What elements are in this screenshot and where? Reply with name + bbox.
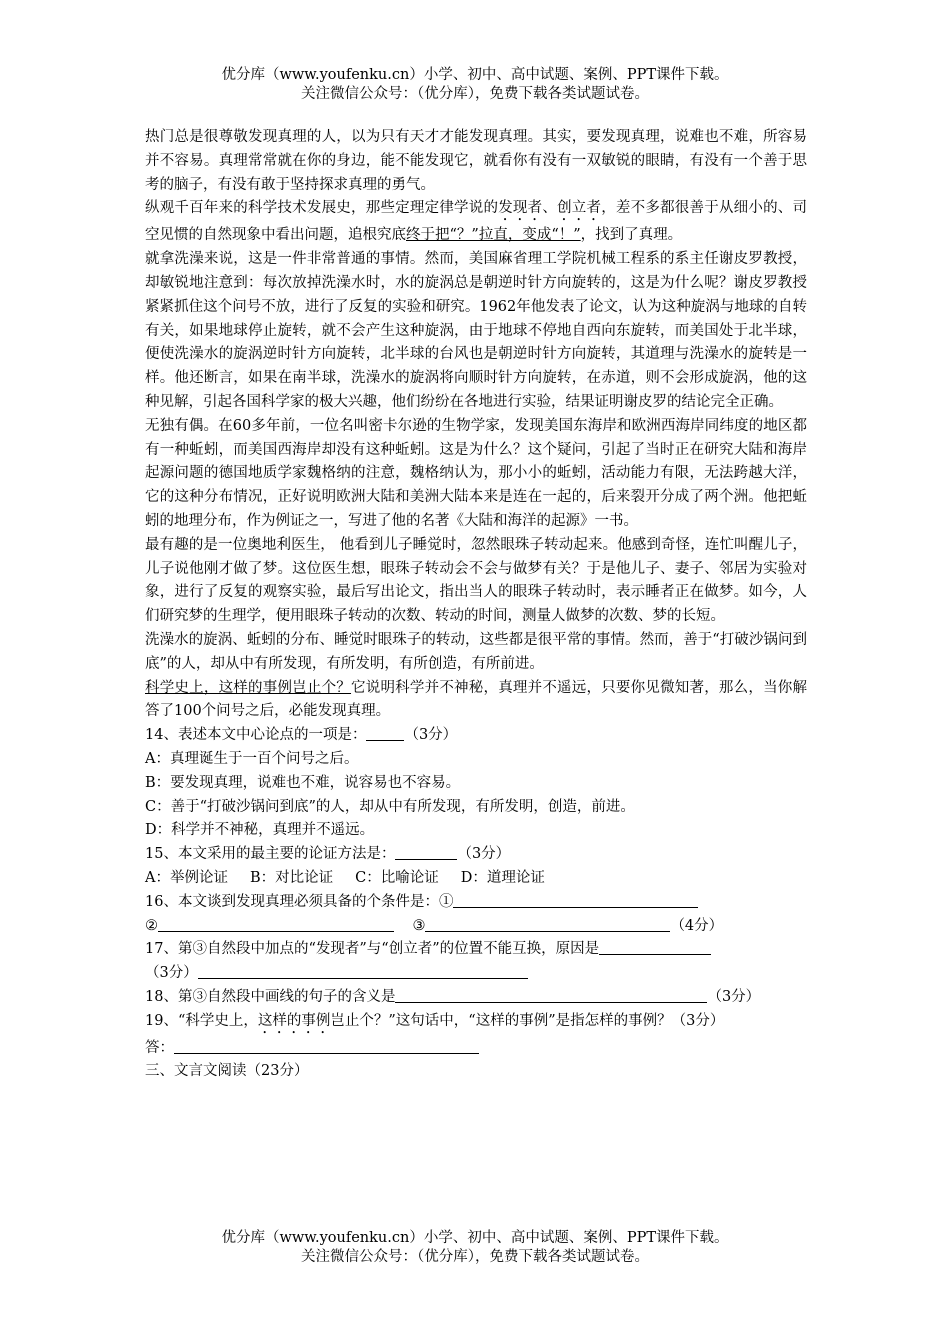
footer-line-2: 关注微信公众号：（优分库），免费下载各类试题试卷。 (301, 1249, 649, 1265)
header-line-1: 优分库（www.youfenku.cn）小学、初中、高中试题、案例、PPT课件下载。 (221, 67, 729, 83)
q15-answer-blank[interactable] (395, 844, 457, 860)
q15-score: （3分） (457, 846, 511, 863)
paragraph-2-part-c: ，差不多都很善于从细小的、司空见惯的自然现象中看出问题，追根究底 (145, 200, 808, 244)
question-18 (145, 986, 807, 1010)
dotted-word-founder: 创立者 (557, 200, 602, 217)
q16-mark-2: ② (145, 917, 158, 934)
q15-option-d: D：道理论证 (460, 869, 545, 886)
paragraph-2-part-b: 、 (542, 200, 558, 217)
section-3-heading: 三、文言文阅读（23分） (145, 1063, 309, 1080)
paragraph-7 (145, 677, 807, 725)
q16-blank-2[interactable] (158, 916, 394, 932)
paragraph-2-part-d: ，找到了真理。 (580, 227, 683, 244)
header-line-2: 关注微信公众号：（优分库），免费下载各类试题试卷。 (301, 86, 649, 102)
q16-text: 16、本文谈到发现真理必须具备的个条件是：① (145, 893, 454, 910)
question-15 (145, 843, 807, 867)
q15-option-a: A：举例论证 (145, 869, 228, 886)
question-19-answer (145, 1037, 807, 1061)
question-14 (145, 724, 807, 748)
q14-option-d: D：科学并不神秘，真理并不遥远。 (145, 822, 375, 839)
q16-mark-3: ③ (412, 917, 426, 934)
q18-text: 18、第③自然段中画线的句子的含义是 (145, 988, 396, 1005)
q15-text: 15、本文采用的最主要的论证方法是： (145, 846, 396, 863)
question-19 (145, 1010, 807, 1037)
q15-option-c: C：比喻论证 (355, 869, 439, 886)
document-body (145, 126, 807, 1084)
question-17 (145, 938, 807, 962)
q14-option-c: C：善于“打破沙锅问到底”的人，却从中有所发现，有所发明，创造，前进。 (145, 798, 635, 815)
q19-text-pre: 19、“科学史上， (145, 1012, 258, 1029)
question-16-cont (145, 915, 807, 939)
q14-option-b: B：要发现真理，说难也不难，说容易也不容易。 (145, 774, 461, 791)
q19-answer-blank[interactable] (174, 1038, 479, 1054)
q16-blank-3[interactable] (425, 916, 670, 932)
page-header (0, 66, 950, 104)
paragraph-5: 最有趣的是一位奥地利医生， 他看到儿子睡觉时，忽然眼珠子转动起来。他感到奇怪，连忙叫醒儿子，儿子说他刚才做了梦。这位医生想，眼珠子转动会不会与做梦有关？于是他儿子、妻子、邻居为实验对象，进行了反复的观察实验，最后写出论文，指出当人的眼珠子转动时，表示睡者正在做梦。如今，人们研究梦的生理学，便用眼珠子转动的次数、转动的时间，测量人做梦的次数、梦的长短。 (145, 536, 807, 625)
q19-answer-label: 答： (145, 1039, 174, 1056)
dotted-word-discoverer: 发现者 (498, 200, 543, 217)
footer-line-1: 优分库（www.youfenku.cn）小学、初中、高中试题、案例、PPT课件下载。 (221, 1230, 729, 1246)
question-17-cont (145, 962, 807, 986)
q15-options (145, 867, 807, 891)
paragraph-6: 洗澡水的旋涡、蚯蚓的分布、睡觉时眼珠子的转动，这些都是很平常的事情。然而，善于“打破沙锅问到底”的人，却从中有所发现，有所发明，有所创造，有所前进。 (145, 631, 807, 672)
q18-score: （3分） (707, 988, 761, 1005)
underlined-sentence: 终于把“？”拉直，变成“！” (406, 227, 581, 244)
paragraph-1: 热门总是很尊敬发现真理的人，以为只有天才才能发现真理。其实，要发现真理，说难也不难，所容易并不容易。真理常常就在你的身边，能不能发现它，就看你有没有一双敏锐的眼睛，有没有一个善于思考的脑子，有没有敢于坚持探求真理的勇气。 (145, 129, 807, 193)
q16-score: （4分） (670, 917, 724, 934)
q14-option-a: A：真理诞生于一百个问号之后。 (145, 750, 359, 767)
question-16 (145, 891, 807, 915)
q18-blank[interactable] (395, 987, 707, 1003)
paragraph-4: 无独有偶。在60多年前，一位名叫密卡尔逊的生物学家，发现美国东海岸和欧洲西海岸同纬度的地区都有一种蚯蚓，而美国西海岸却没有这种蚯蚓。这是为什么？这个疑问，引起了当时正在研究大陆和海岸起源问题的德国地质学家魏格纳的注意，魏格纳认为，那小小的蚯蚓，活动能力有限，无法跨越大洋，它的这种分布情况，正好说明欧洲大陆和美洲大陆本来是连在一起的，后来裂开分成了两个洲。他把蚯蚓的地理分布，作为例证之一，写进了他的名著《大陆和海洋的起源》一书。 (145, 417, 807, 529)
q14-answer-blank[interactable] (366, 725, 404, 741)
q15-option-b: B：对比论证 (249, 869, 334, 886)
q17-blank-2[interactable] (198, 963, 528, 979)
underlined-question-sentence: 科学史上，这样的事例岂止个？ (145, 679, 352, 696)
q14-text: 14、表述本文中心论点的一项是： (145, 727, 367, 744)
q19-dotted-phrase: 这样的事例 (257, 1012, 331, 1029)
q17-score: （3分） (145, 965, 198, 982)
paragraph-7-rest: 它说明科学并不神秘，真理并不遥远，只要你见微知著，那么，当你解答了100个问号之后，必能发现真理。 (145, 679, 808, 720)
page-footer (0, 1229, 950, 1267)
q16-blank-1[interactable] (453, 892, 698, 908)
paragraph-3: 就拿洗澡来说，这是一件非常普通的事情。然而，美国麻省理工学院机械工程系的系主任谢皮罗教授，却敏锐地注意到：每次放掉洗澡水时，水的旋涡总是朝逆时针方向旋转的，这是为什么呢？谢皮罗教授紧紧抓住这个问号不放，进行了反复的实验和研究。1962年他发表了论文，认为这种旋涡与地球的自转有关，如果地球停止旋转，就不会产生这种旋涡，由于地球不停地自西向东旋转，而美国处于北半球，便使洗澡水的旋涡逆时针方向旋转，北半球的台风也是朝逆时针方向旋转，其道理与洗澡水的旋转是一样。他还断言，如果在南半球，洗澡水的旋涡将向顺时针方向旋转，在赤道，则不会形成旋涡，他的这种见解，引起各国科学家的极大兴趣，他们纷纷在各地进行实验，结果证明谢皮罗的结论完全正确。 (145, 251, 807, 410)
q17-text: 17、第③自然段中加点的“发现者”与“创立者”的位置不能互换，原因是 (145, 941, 600, 958)
paragraph-2 (145, 197, 807, 248)
q17-blank-1[interactable] (599, 939, 711, 955)
paragraph-2-part-a: 纵观千百年来的科学技术发展史，那些定理定律学说的 (145, 200, 499, 217)
q14-score: （3分） (404, 727, 458, 744)
q19-text-post: 岂止个？”这句话中，“这样的事例”是指怎样的事例？（3分） (330, 1012, 725, 1029)
